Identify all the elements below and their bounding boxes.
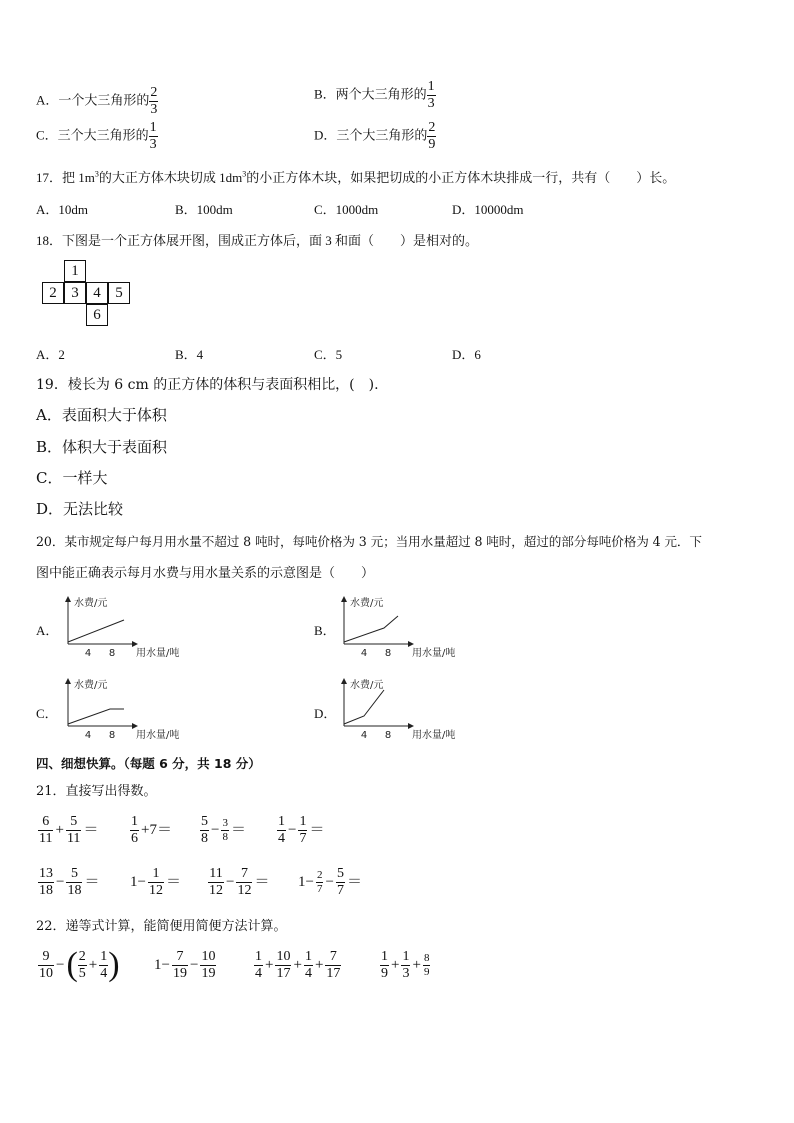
q20-stem-line1: 20．某市规定每户每月用水量不超过 8 吨时，每吨价格为 3 元；当用水量超过 8 吨时，超过的部分每吨价格为 4 元．下: [36, 534, 702, 549]
q16-option-b-text: B．两个大三角形的: [314, 86, 427, 102]
x-axis-arrow: [132, 641, 138, 647]
q22-expr-1: $\frac{9}{10}$ −( $\frac{2}{5}$ + $\frac{1}{4}$ ): [39, 946, 120, 983]
fee-line: [68, 709, 124, 724]
y-axis-label: 水费/元: [350, 598, 384, 609]
q21-expr-2-1: $\frac{13}{18}$ − $\frac{5}{18}$ ＝: [39, 866, 100, 898]
q16-option-c-text: C．三个大三角形的: [36, 127, 149, 143]
q21-expr-2-2: 1− $\frac{1}{12}$ ＝: [130, 866, 181, 898]
cube-face-1: 1: [64, 260, 86, 282]
x-axis-label: 用水量/吨: [136, 648, 180, 659]
q21-stem: 21．直接写出得数。: [36, 784, 157, 799]
x-tick-8: 8: [384, 648, 392, 659]
q19-stem: 19．棱长为 6 cm 的正方体的体积与表面积相比，( ).: [36, 377, 379, 393]
y-axis-arrow: [65, 678, 71, 684]
cube-face-5: 5: [108, 282, 130, 304]
q16-option-c-fraction: $\frac{1}{3}$: [149, 120, 157, 152]
x-tick-4: 4: [84, 730, 92, 741]
q17-option-c[interactable]: C．1000dm: [314, 202, 379, 217]
x-axis-label: 用水量/吨: [412, 648, 456, 659]
q19-option-c[interactable]: C．一样大: [36, 469, 108, 487]
q22-expr-4: $\frac{1}{9}$ + $\frac{1}{3}$ + $\frac{8}{9}$: [381, 949, 430, 981]
fee-line: [344, 616, 398, 642]
fee-line: [68, 620, 124, 642]
q19-option-a[interactable]: A．表面积大于体积: [36, 406, 167, 424]
x-axis-arrow: [408, 641, 414, 647]
q16-option-c[interactable]: [36, 121, 158, 152]
x-tick-4: 4: [84, 648, 92, 659]
q22-expr-2: 1− $\frac{7}{19}$ − $\frac{10}{19}$: [154, 949, 216, 981]
x-tick-8: 8: [108, 648, 116, 659]
cube-face-4: 4: [86, 282, 108, 304]
q20-graph-d[interactable]: [336, 676, 476, 746]
q16-option-a-fraction: $\frac{2}{3}$: [150, 85, 158, 117]
q18-option-b[interactable]: B．4: [175, 347, 204, 362]
x-tick-4: 4: [360, 648, 368, 659]
q21-expr-1-2: $\frac{1}{6}$ +7＝: [131, 814, 172, 846]
q19-option-d[interactable]: D．无法比较: [36, 500, 124, 518]
cube-face-3: 3: [64, 282, 86, 304]
q18-option-a[interactable]: A．2: [36, 347, 65, 362]
x-axis-arrow: [132, 723, 138, 729]
x-axis-arrow: [408, 723, 414, 729]
q17-stem: 17．把 $1m^3$的大正方体木块切成 $1dm^3$的小正方体木块，如果把切成的小正方体木块排成一行，共有（ ）长。: [36, 169, 676, 185]
x-tick-8: 8: [108, 730, 116, 741]
x-tick-4: 4: [360, 730, 368, 741]
q21-expr-2-3: $\frac{11}{12}$ − $\frac{7}{12}$ ＝: [209, 866, 270, 898]
q18-option-d[interactable]: D．6: [452, 347, 481, 362]
q20-option-b-label[interactable]: B．: [314, 623, 336, 638]
y-axis-label: 水费/元: [74, 598, 108, 609]
q16-option-b[interactable]: [314, 80, 436, 111]
q21-expr-1-1: $\frac{6}{11}$ + $\frac{5}{11}$ ＝: [39, 814, 99, 846]
q21-expr-2-4: 1− $\frac{2}{7}$ − $\frac{5}{7}$ ＝: [298, 866, 362, 898]
q16-option-a[interactable]: [36, 86, 158, 117]
q17-option-d[interactable]: D．10000dm: [452, 202, 524, 217]
q16-option-b-fraction: $\frac{1}{3}$: [427, 79, 435, 111]
cube-face-6: 6: [86, 304, 108, 326]
x-axis-label: 用水量/吨: [412, 730, 456, 741]
q20-graph-a[interactable]: [60, 594, 200, 664]
y-axis-label: 水费/元: [350, 680, 384, 691]
y-axis-arrow: [341, 678, 347, 684]
q22-expr-3: $\frac{1}{4}$ + $\frac{10}{17}$ + $\frac{1}{4}$ + $\frac{7}{17}$: [255, 949, 341, 981]
y-axis-arrow: [65, 596, 71, 602]
q21-expr-1-4: $\frac{1}{4}$ − $\frac{1}{7}$ ＝: [278, 814, 325, 846]
cube-face-2: 2: [42, 282, 64, 304]
q20-option-c-label[interactable]: C．: [36, 706, 58, 721]
q20-option-d-label[interactable]: D．: [314, 706, 337, 721]
y-axis-label: 水费/元: [74, 680, 108, 691]
q17-option-a[interactable]: A．10dm: [36, 202, 89, 217]
q21-expr-1-3: $\frac{5}{8}$ − $\frac{3}{8}$ ＝: [201, 814, 246, 846]
q16-option-d[interactable]: [314, 121, 436, 152]
q16-option-a-text: A．一个大三角形的: [36, 92, 150, 108]
y-axis-arrow: [341, 596, 347, 602]
x-tick-8: 8: [384, 730, 392, 741]
q18-option-c[interactable]: C．5: [314, 347, 343, 362]
fee-line: [344, 690, 384, 724]
q20-stem-line2: 图中能正确表示每月水费与用水量关系的示意图是（ ）: [36, 566, 375, 581]
q20-graph-c[interactable]: [60, 676, 200, 746]
q18-stem: 18．下图是一个正方体展开图，围成正方体后，面 3 和面（ ）是相对的。: [36, 233, 479, 248]
q22-stem: 22．递等式计算，能简便用简便方法计算。: [36, 919, 287, 934]
q16-option-d-fraction: $\frac{2}{9}$: [428, 120, 436, 152]
q17-option-b[interactable]: B．100dm: [175, 202, 233, 217]
q16-option-d-text: D．三个大三角形的: [314, 127, 428, 143]
q19-option-b[interactable]: B．体积大于表面积: [36, 438, 168, 456]
section4-title: 四、细想快算。（每题 6 分，共 18 分）: [36, 756, 261, 771]
q20-graph-b[interactable]: [336, 594, 476, 664]
x-axis-label: 用水量/吨: [136, 730, 180, 741]
q20-option-a-label[interactable]: A．: [36, 623, 59, 638]
